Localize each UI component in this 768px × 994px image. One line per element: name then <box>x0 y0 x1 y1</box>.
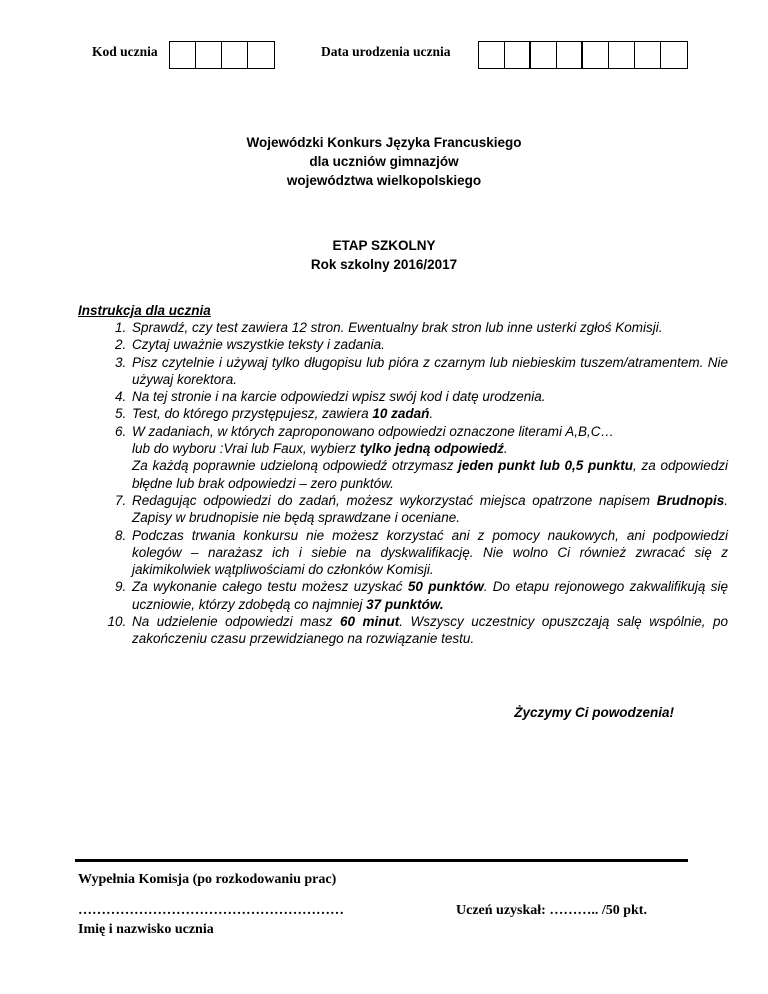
birthdate-box[interactable] <box>505 42 531 68</box>
code-box[interactable] <box>248 42 274 68</box>
instruction-item <box>130 405 728 422</box>
instruction-text: 10 zadań <box>372 406 430 422</box>
instruction-text: W zadaniach, w których zaproponowano odpowiedzi oznaczone literami A,B,C… <box>132 423 614 439</box>
instruction-text: Za każdą poprawnie udzieloną odpowiedź otrzymasz <box>132 458 459 474</box>
score-field[interactable]: Uczeń uzyskał: ……….. /50 pkt. <box>456 903 647 918</box>
birthdate-box[interactable] <box>609 42 635 68</box>
stage-block <box>0 236 768 274</box>
instruction-item <box>130 423 728 492</box>
student-name-line[interactable]: ………………………………………………… <box>78 903 344 918</box>
contest-title-block <box>0 133 768 190</box>
commission-heading: Wypełnia Komisja (po rozkodowaniu prac) <box>78 872 337 887</box>
instruction-text: Podczas trwania konkursu nie możesz korzystać ani z pomocy naukowych, ani podpowiedzi kolegów – narażasz ich i siebie na dyskwalifikację. Nie wolno Ci również zwracać się z jakimikolwiek wątpliwościami do członków Komisji. <box>132 527 728 578</box>
birthdate-box[interactable] <box>479 42 505 68</box>
code-box[interactable] <box>222 42 248 68</box>
instruction-text: 37 punktów. <box>366 596 444 612</box>
instruction-text: tylko jedną odpowiedź <box>359 441 504 457</box>
instruction-item <box>130 336 728 353</box>
instruction-text: 60 minut <box>339 614 400 630</box>
instruction-text: . Do etapu rejonowego zakwalifikują się uczniowie, którzy zdobędą co najmniej <box>132 579 728 612</box>
birthdate-box[interactable] <box>583 42 609 68</box>
contest-region: województwa wielkopolskiego <box>286 173 482 188</box>
instruction-text: . <box>503 441 508 457</box>
instruction-text: jeden punkt lub 0,5 punktu <box>458 458 634 474</box>
code-box[interactable] <box>170 42 196 68</box>
instruction-text: Brudnopis <box>656 492 725 508</box>
instruction-text: Sprawdź, czy test zawiera 12 stron. Ewentualny brak stron lub inne usterki zgłoś Komisji. <box>132 320 663 335</box>
instruction-text: . Wszyscy uczestnicy opuszczają salę wspólnie, po zakończeniu czasu przewidzianego na rozwiązanie testu. <box>132 614 729 647</box>
instruction-text: Na tej stronie i na karcie odpowiedzi wpisz swój kod i datę urodzenia. <box>132 389 546 405</box>
instruction-item <box>130 578 728 613</box>
code-box[interactable] <box>196 42 222 68</box>
stage-title: ETAP SZKOLNY <box>332 238 436 253</box>
instruction-text: lub do wyboru :Vrai lub Faux, wybierz <box>132 441 360 457</box>
instructions-title: Instrukcja dla ucznia <box>78 303 211 318</box>
instruction-text: Na udzielenie odpowiedzi masz <box>132 614 340 630</box>
instruction-text: Pisz czytelnie i używaj tylko długopisu lub pióra z czarnym lub niebieskim tuszem/atramentem. Nie używaj korektora. <box>132 354 728 387</box>
instruction-text: Redagując odpowiedzi do zadań, możesz wykorzystać miejsca opatrzone napisem <box>132 492 657 508</box>
birthdate-box[interactable] <box>661 42 687 68</box>
instruction-item <box>130 527 728 579</box>
divider <box>75 859 688 862</box>
good-luck-message: Życzymy Ci powodzenia! <box>514 705 674 720</box>
instruction-text: . <box>429 406 434 422</box>
student-name-label: Imię i nazwisko ucznia <box>78 922 214 937</box>
instructions-list <box>78 319 728 648</box>
birthdate-box[interactable] <box>531 42 557 68</box>
instruction-item <box>130 354 728 389</box>
instruction-text: Za wykonanie całego testu możesz uzyskać <box>132 579 408 595</box>
birthdate-boxes[interactable] <box>478 41 688 69</box>
instruction-text: . Zapisy w brudnopisie nie będą sprawdzane i oceniane. <box>132 492 728 526</box>
instruction-item <box>130 319 728 336</box>
contest-title: Wojewódzki Konkurs Języka Francuskiego <box>246 135 522 150</box>
instruction-item <box>130 613 728 648</box>
instruction-text: , za odpowiedzi błędne lub brak odpowiedzi – zero punktów. <box>132 458 728 491</box>
contest-audience: dla uczniów gimnazjów <box>309 154 459 169</box>
birthdate-box[interactable] <box>557 42 583 68</box>
instruction-text: Czytaj uważnie wszystkie teksty i zadania. <box>132 337 385 353</box>
birthdate-box[interactable] <box>635 42 661 68</box>
instruction-item <box>130 492 728 527</box>
instruction-text: Test, do którego przystępujesz, zawiera <box>132 406 373 422</box>
birthdate-label: Data urodzenia ucznia <box>321 44 451 59</box>
student-code-label: Kod ucznia <box>92 44 158 59</box>
instruction-item <box>130 388 728 405</box>
instruction-text: 50 punktów <box>407 579 484 595</box>
school-year: Rok szkolny 2016/2017 <box>310 257 458 272</box>
student-code-boxes[interactable] <box>169 41 275 69</box>
